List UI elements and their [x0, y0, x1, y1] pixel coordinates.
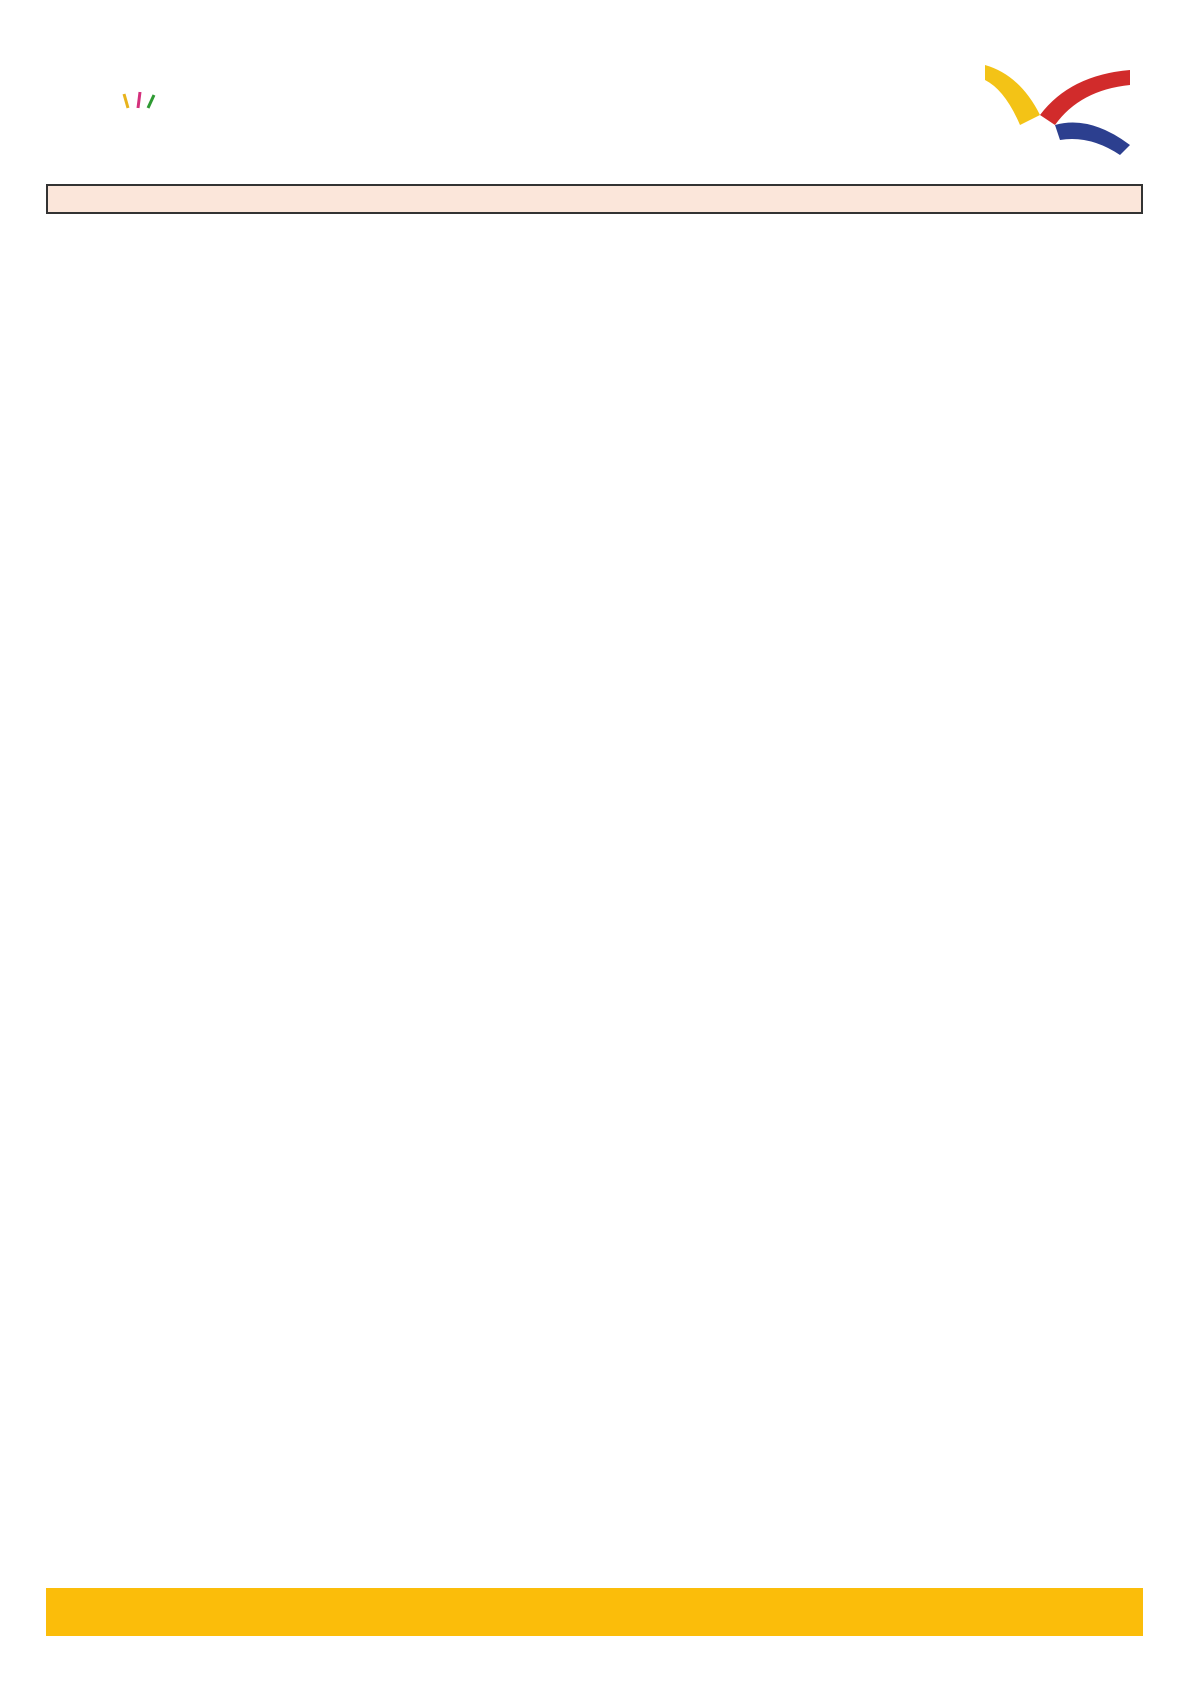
- next-release-banner: [46, 1588, 1143, 1636]
- header: [0, 0, 1190, 180]
- sparkle-icon: [120, 90, 160, 110]
- notice-banner: [46, 184, 1143, 214]
- arirang-logo: [980, 55, 1140, 165]
- arirang-logo-icon: [980, 55, 1140, 165]
- jindo-logo: [52, 50, 302, 180]
